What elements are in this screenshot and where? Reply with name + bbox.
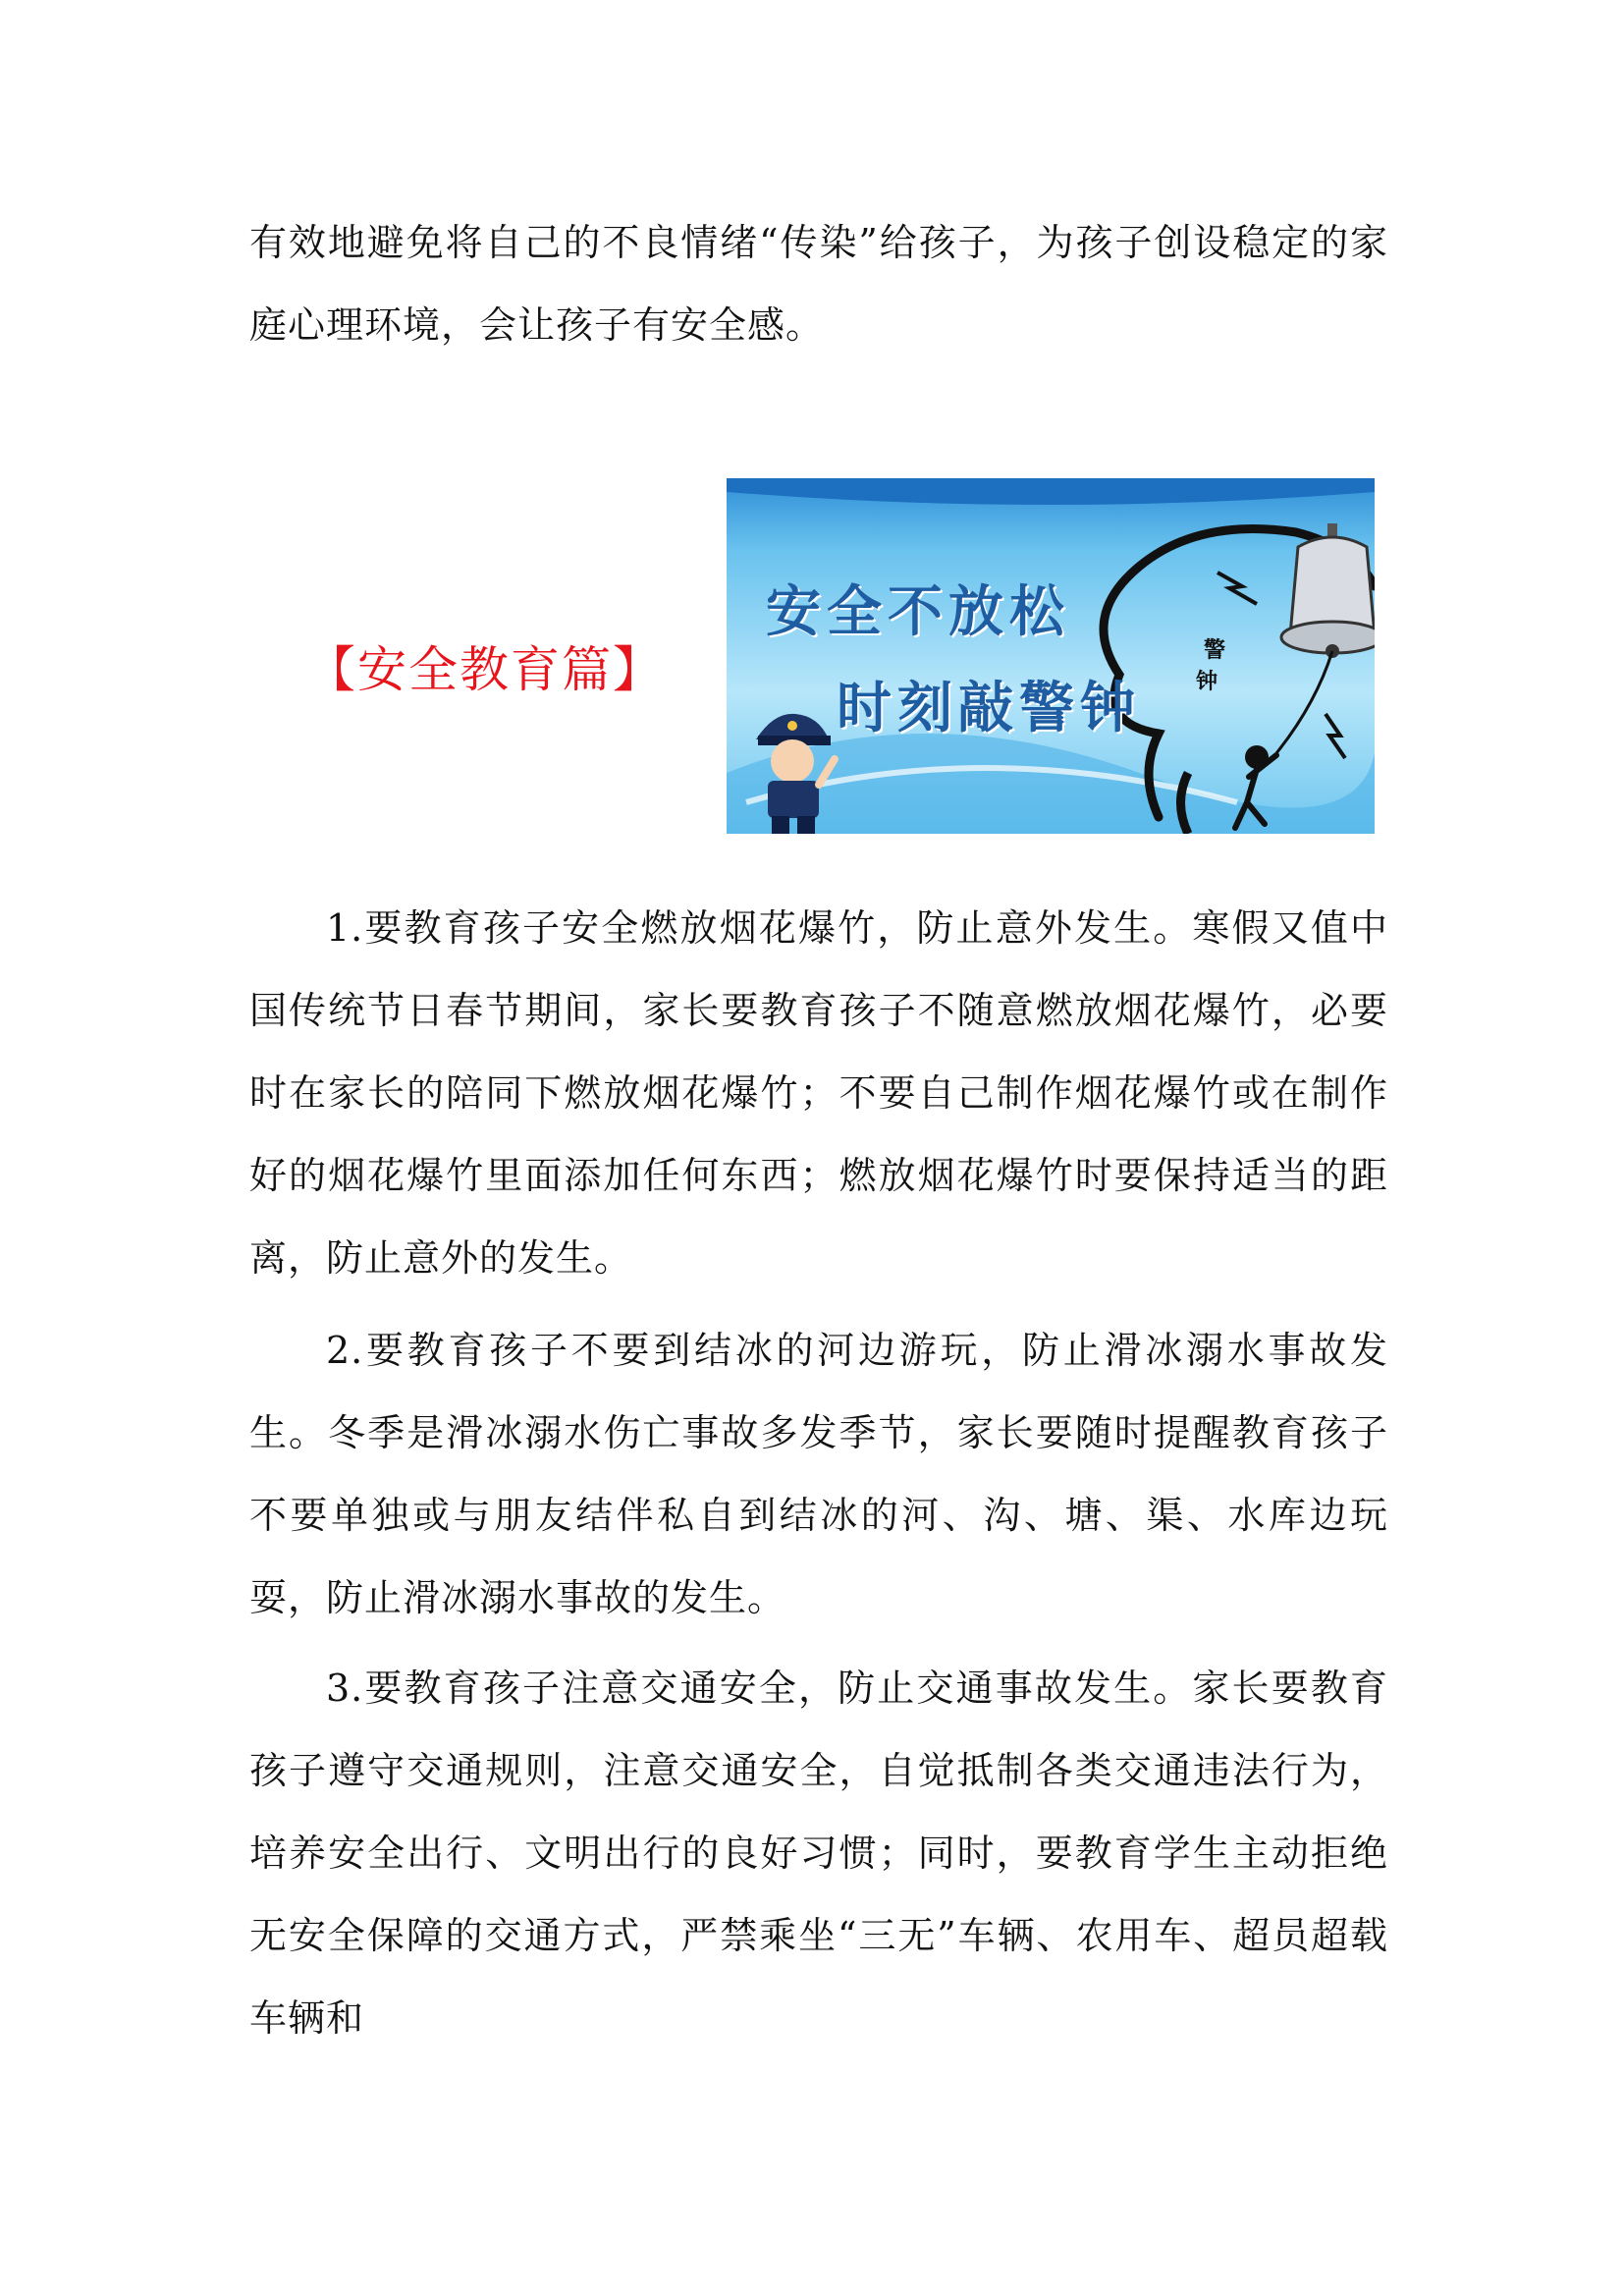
safety-poster-image (727, 478, 1375, 834)
poster-top-band (727, 478, 1375, 505)
paragraph-traffic-safety: 3.要教育孩子注意交通安全，防止交通事故发生。家长要教育孩子遵守交通规则，注意交通安全，自觉抵制各类交通违法行为，培养安全出行、文明出行的良好习惯；同时，要教育学生主动拒绝无安全保障的交通方式，严禁乘坐“三无”车辆、农用车、超员超载车辆和 (249, 1667, 1388, 2040)
bell-rope (1276, 651, 1332, 753)
poster-slogan-line2: 时刻敲警钟 (837, 677, 1141, 740)
paragraph-ice-safety: 2.要教育孩子不要到结冰的河边游玩，防止滑冰溺水事故发生。冬季是滑冰溺水伤亡事故多发季节，家长要随时提醒教育孩子不要单独或与朋友结伴私自到结冰的河、沟、塘、渠、水库边玩耍，防止滑冰溺水事故的发生。 (249, 1329, 1388, 1619)
section-heading: 【安全教育篇】 (306, 641, 664, 698)
lightning-icon (1325, 714, 1345, 758)
poster-artwork (727, 478, 1375, 834)
paragraph-fireworks: 1.要教育孩子安全燃放烟花爆竹，防止意外发生。寒假又值中国传统节日春节期间，家长要教育孩子不随意燃放烟花爆竹，必要时在家长的陪同下燃放烟花爆竹；不要自己制作烟花爆竹或在制作好的烟花爆竹里面添加任何东西；燃放烟花爆竹时要保持适当的距离，防止意外的发生。 (249, 906, 1388, 1280)
bell-label-char1: 警 (1204, 638, 1226, 663)
intro-paragraph: 有效地避免将自己的不良情绪“传染”给孩子，为孩子创设稳定的家庭心理环境，会让孩子有安全感。 (249, 221, 1388, 347)
lightning-icon (1217, 573, 1257, 604)
poster-slogan-line1: 安全不放松 (766, 580, 1070, 644)
bell-icon (1281, 523, 1375, 658)
bell-label-char2: 钟 (1196, 670, 1218, 694)
